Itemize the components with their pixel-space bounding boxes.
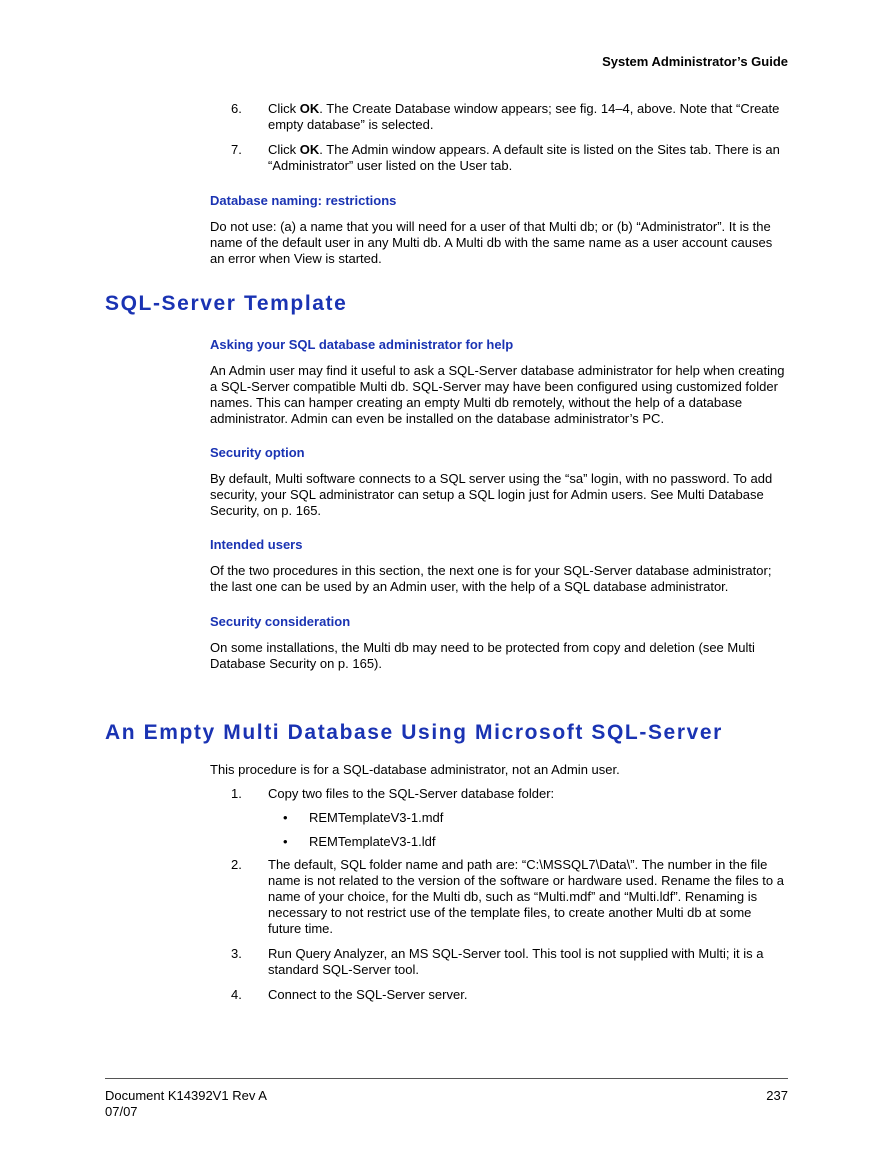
document-date: 07/07 [105,1104,138,1119]
ok-label: OK [299,101,320,116]
intro-steps [231,101,788,174]
list-item [231,101,788,133]
document-id: Document K14392V1 Rev A [105,1088,267,1103]
step-number: 2. [231,857,242,872]
step-text: Run Query Analyzer, an MS SQL-Server tool. This tool is not supplied with Multi; it is a standard SQL-Server tool. [268,946,764,977]
empty-db-intro [210,762,788,778]
subsection-text: Of the two procedures in this section, the next one is for your SQL-Server database administrator; the last one can be used by an Admin user, with the help of a SQL database administrator. [210,563,772,594]
step-number: 1. [231,786,242,801]
procedure-steps [231,786,788,802]
naming-text: Do not use: (a) a name that you will need for a user of that Multi db; or (b) “Administrator”. It is the name of the default user in any Multi db. A Multi db with the same name as a user account causes an error when View is started. [210,219,773,266]
intro-text: This procedure is for a SQL-database administrator, not an Admin user. [210,762,620,777]
page-number: 237 [766,1088,788,1103]
section-title-empty-db: An Empty Multi Database Using Microsoft SQL-Server [105,721,723,744]
subsection-body [210,640,788,672]
step-text: Copy two files to the SQL-Server database folder: [268,786,555,801]
step-text [268,101,788,133]
bullet-icon: • [283,810,288,825]
file-list [283,810,783,850]
list-item [231,987,788,1003]
file-name: REMTemplateV3-1.mdf [309,810,444,825]
subsection-text: On some installations, the Multi db may need to be protected from copy and deletion (see Multi Database Security on p. 165). [210,640,755,671]
step-number: 7. [231,142,242,157]
ok-label: OK [299,142,320,157]
running-header: System Administrator’s Guide [602,54,788,69]
step-text-rest: . The Admin window appears. A default site is listed on the Sites tab. There is an “Administrator” user listed on the User tab. [268,142,780,173]
step-text [268,142,788,174]
naming-heading: Database naming: restrictions [210,193,397,208]
step-text-rest: . The Create Database window appears; see fig. 14–4, above. Note that “Create empty database” is selected. [268,101,780,132]
subsection-heading: Intended users [210,537,303,552]
subsection-text: By default, Multi software connects to a SQL server using the “sa” login, with no password. To add security, your SQL administrator can setup a SQL login just for Admin users. See Multi Database Security, on p. 165. [210,471,773,518]
step-number: 4. [231,987,242,1002]
step-number: 3. [231,946,242,961]
section-title-sql-template: SQL-Server Template [105,292,348,315]
file-name: REMTemplateV3-1.ldf [309,834,436,849]
subsection-heading: Security consideration [210,614,351,629]
step-number: 6. [231,101,242,116]
subsection-heading: Security option [210,445,305,460]
list-item [231,786,788,802]
step-text-lead: Click [268,142,300,157]
footer-divider [105,1078,788,1079]
subsection-body [210,363,788,427]
footer-document-info [105,1088,267,1120]
list-item [231,946,788,978]
procedure-steps-continued [231,857,788,1003]
step-text-lead: Click [268,101,300,116]
list-item [283,834,783,850]
subsection-heading: Asking your SQL database administrator for help [210,337,514,352]
subsection-body [210,563,788,595]
bullet-icon: • [283,834,288,849]
list-item [283,810,783,826]
list-item [231,857,788,937]
step-text: Connect to the SQL-Server server. [268,987,468,1002]
subsection-text: An Admin user may find it useful to ask a SQL-Server database administrator for help when creating a SQL-Server compatible Multi db. SQL-Server may have been configured using customized folder names. This can hamper creating an empty Multi db remotely, without the help of a database administrator. Admin can even be installed on the database administrator’s PC. [210,363,785,426]
step-text: The default, SQL folder name and path are: “C:\MSSQL7\Data\”. The number in the file name is not related to the version of the software or hardware used. Rename the files to a name of your choice, for the Multi db, such as “Multi.mdf” and “Multi.ldf”. Renaming is necessary to not restrict use of the template files, to create another Multi db at some future time. [268,857,784,936]
list-item [231,142,788,174]
naming-body [210,219,788,267]
subsection-body [210,471,788,519]
